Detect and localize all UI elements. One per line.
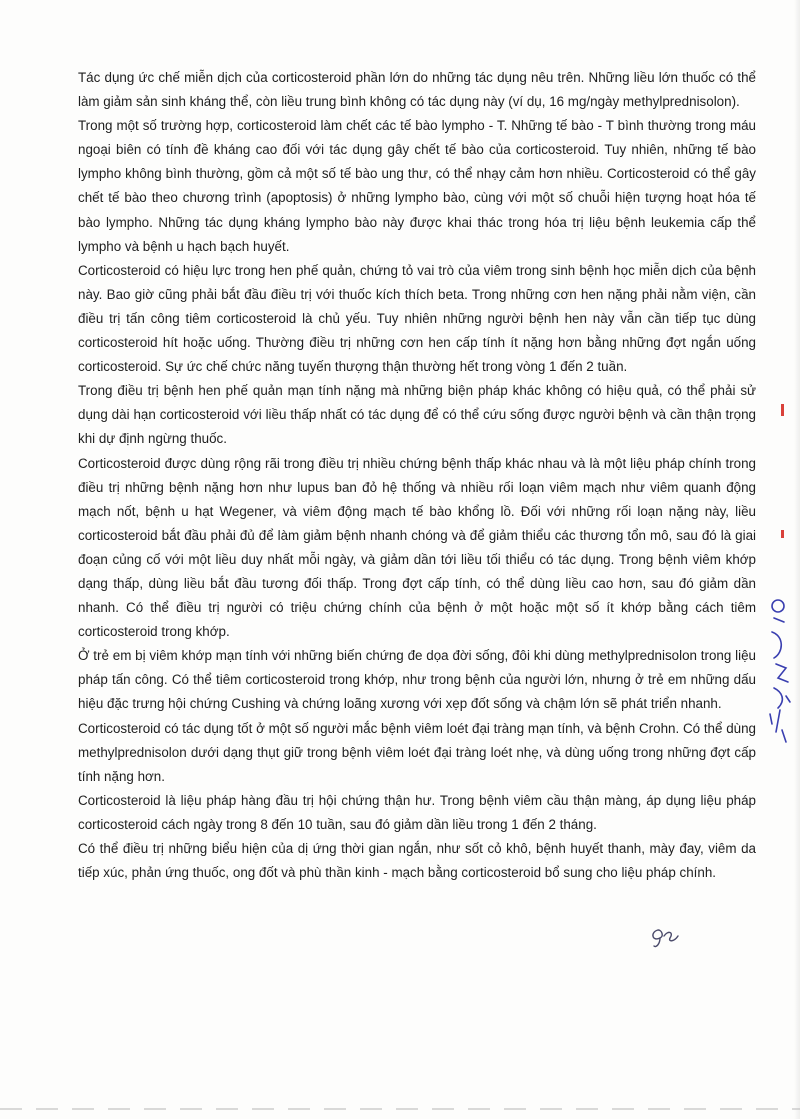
- margin-stamp-icon: [756, 592, 796, 752]
- paragraph-immunosuppression: Tác dụng ức chế miễn dịch của corticosteroid phần lớn do những tác dụng nêu trên. Những liều lớn thuốc có thể làm giảm sản sinh kháng thể, còn liều trung bình không có tác dụng này (ví dụ, 16 mg/ngày methylprednisolon).: [78, 70, 756, 110]
- paragraph-rheumatic: Corticosteroid được dùng rộng rãi trong điều trị nhiều chứng bệnh thấp khác nhau và là một liệu pháp chính trong điều trị những bệnh nặng hơn như lupus ban đỏ hệ thống và nhiều rối loạn viêm mạch như viêm quanh động mạch nốt, bệnh u hạt Wegener, và viêm động mạch tế bào khổng lồ. Đối với những rối loạn nặng này, liều corticosteroid bắt đầu phải đủ để làm giảm bệnh nhanh chóng và để giảm thiểu các thương tổn mô, sau đó là giai đoạn củng cố với một liều duy nhất mỗi ngày, và giảm dần tới liều tối thiểu có tác dụng. Trong bệnh viêm khớp dạng thấp, dùng liều bắt đầu tương đối thấp. Trong đợt cấp tính, có thể dùng liều cao hơn, sau đó giảm dần nhanh. Có thể điều trị người có triệu chứng chính của bệnh ở một hoặc một số ít khớp bằng cách tiêm corticosteroid trong khớp.: [78, 455, 756, 640]
- paragraph-lymphocytes: Trong một số trường hợp, corticosteroid làm chết các tế bào lympho - T. Những tế bào - T bình thường trong máu ngoại biên có tính đề kháng cao đối với tác dụng gây chết tế bào của corticosteroid. Tuy nhiên, những tế bào lympho không bình thường, gồm cả một số tế bào ung thư, có thể nhạy cảm hơn nhiều. Corticosteroid có thể gây chết tế bào theo chương trình (apoptosis) ở những lympho bào, cùng với một số chuỗi hiện tượng hoạt hóa tế bào lympho. Những tác dụng kháng lympho bào này được khai thác trong hóa trị liệu bệnh leukemia cấp thể lympho và bệnh u hạch bạch huyết.: [78, 118, 756, 254]
- document-body: [78, 66, 756, 885]
- paragraph-nephrotic: Corticosteroid là liệu pháp hàng đầu trị hội chứng thận hư. Trong bệnh viêm cầu thận màng, áp dụng liệu pháp corticosteroid cách ngày trong 8 đến 10 tuần, sau đó giảm dần liều trong 1 đến 2 tháng.: [78, 792, 756, 832]
- paragraph-colitis: Corticosteroid có tác dụng tốt ở một số người mắc bệnh viêm loét đại tràng mạn tính, và bệnh Crohn. Có thể dùng methylprednisolon dưới dạng thụt giữ trong bệnh viêm loét đại tràng loét nhẹ, và dùng uống trong những đợt cấp tính nặng hơn.: [78, 720, 756, 784]
- margin-mark-top: [781, 404, 784, 416]
- paragraph-chronic-asthma: Trong điều trị bệnh hen phế quản mạn tính nặng mà những biện pháp khác không có hiệu quả, có thể phải sử dụng dài hạn corticosteroid với liều thấp nhất có tác dụng để có thể cứu sống được người bệnh và cần thận trọng khi dự định ngừng thuốc.: [78, 383, 756, 447]
- signature-icon: [648, 922, 682, 950]
- margin-mark-middle: [781, 530, 784, 538]
- scan-artifact-line: [0, 1104, 800, 1114]
- paragraph-children-arthritis: Ở trẻ em bị viêm khớp mạn tính với những biến chứng đe dọa đời sống, đôi khi dùng methylprednisolon trong liệu pháp tấn công. Có thể tiêm corticosteroid trong khớp, như trong bệnh của người lớn, nhưng ở trẻ em những dấu hiệu đặc trưng hội chứng Cushing và chứng loãng xương với xẹp đốt sống và chậm lớn sẽ phát triển nhanh.: [78, 648, 756, 712]
- paragraph-asthma: Corticosteroid có hiệu lực trong hen phế quản, chứng tỏ vai trò của viêm trong sinh bệnh học miễn dịch của bệnh này. Bao giờ cũng phải bắt đầu điều trị với thuốc kích thích beta. Trong những cơn hen nặng phải nằm viện, cần điều trị tấn công tiêm corticosteroid là chủ yếu. Tuy nhiên những người bệnh hen này vẫn cần tiếp tục dùng corticosteroid hít hoặc uống. Thường điều trị những cơn hen cấp tính ít nặng hơn bằng những đợt ngắn uống corticosteroid. Sự ức chế chức năng tuyến thượng thận thường hết trong vòng 1 đến 2 tuần.: [78, 262, 756, 375]
- paragraph-allergy: Có thể điều trị những biểu hiện của dị ứng thời gian ngắn, như sốt cỏ khô, bệnh huyết thanh, mày đay, viêm da tiếp xúc, phản ứng thuốc, ong đốt và phù thần kinh - mạch bằng corticosteroid bổ sung cho liệu pháp chính.: [78, 841, 756, 881]
- scan-edge-shadow: [794, 0, 800, 1119]
